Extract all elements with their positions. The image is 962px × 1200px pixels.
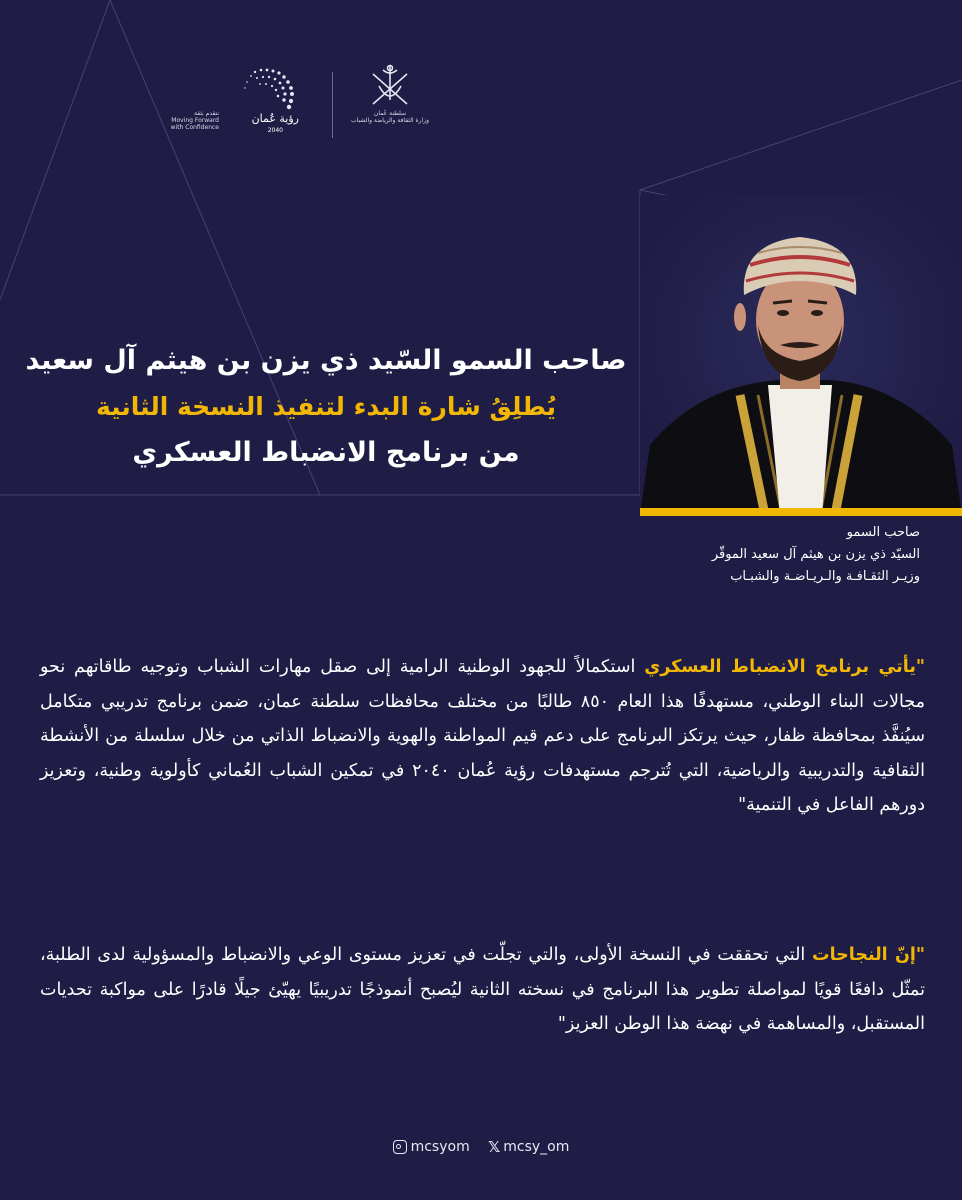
quote-paragraph-1 bbox=[40, 650, 925, 823]
x-handle[interactable]: 𝕏 mcsy_om bbox=[488, 1138, 570, 1156]
portrait-photo bbox=[640, 195, 962, 515]
headline bbox=[20, 338, 632, 476]
oman-vision-2040-logo bbox=[195, 60, 315, 150]
instagram-handle[interactable]: mcsyom bbox=[393, 1139, 470, 1155]
caption-title: صاحب السمو bbox=[846, 525, 920, 540]
x-icon: 𝕏 bbox=[488, 1138, 501, 1156]
headline-line2: يُطلِقُ شارة البدء لتنفيذ النسخة الثانية bbox=[95, 392, 557, 421]
paragraph-2-highlight: "إنّ النجاحات bbox=[812, 945, 926, 965]
caption-role: وزيـر الثقـافـة والـريـاضـة والشبـاب bbox=[730, 569, 920, 584]
header-logos bbox=[170, 60, 435, 150]
paragraph-1-text: استكمالاً للجهود الوطنية الرامية إلى صقل مهارات الشباب وتوجيه طاقاتهم نحو مجالات البناء الوطني، مستهدفًا هذا العام ٨٥٠ طالبًا من مختلف محافظات سلطنة عمان، ضمن برنامج تدريبي متكامل سيُنفَّذ بمحافظة ظفار، حيث يرتكز البرنامج على دعم قيم المواطنة والهوية والانضباط الذاتي من خلال سلسلة من الأنشطة الثقافية والتدريبية والرياضية، التي تُترجم مستهدفات رؤية عُمان ٢٠٤٠ في تمكين الشباب العُماني كأولوية وطنية، وتعزيز دورهم الفاعل في التنمية" bbox=[40, 657, 925, 815]
paragraph-1-highlight: "يأتي برنامج الانضباط العسكري bbox=[644, 657, 926, 677]
headline-line1: صاحب السمو السّيد ذي يزن بن هيثم آل سعيد bbox=[25, 345, 627, 376]
logo-divider bbox=[332, 72, 333, 138]
vision-tagline: نتقدم بثقة Moving Forward with Confidence bbox=[170, 110, 219, 131]
caption-name: السيّد ذي يزن بن هيثم آل سعيد الموقّر bbox=[711, 547, 920, 562]
portrait-accent-bar bbox=[640, 508, 962, 516]
instagram-icon bbox=[393, 1140, 407, 1154]
portrait-caption bbox=[620, 522, 920, 588]
ministry-name: سلطنة عُمان وزارة الثقافة والرياضة والشباب bbox=[350, 110, 430, 124]
quote-paragraph-2 bbox=[40, 938, 925, 1042]
svg-text:2040: 2040 bbox=[267, 127, 283, 134]
oman-emblem-logo bbox=[345, 60, 435, 150]
paragraph-2-text: التي تحققت في النسخة الأولى، والتي تجلّت في تعزيز مستوى الوعي والانضباط والمسؤولية لدى الطلبة، تمثّل دافعًا قويًا لمواصلة تطوير هذا البرنامج في نسخته الثانية ليُصبح أنموذجًا تدريبيًا يهيّئ جيلًا قادرًا على مواكبة تحديات المستقبل، والمساهمة في نهضة هذا الوطن العزيز" bbox=[40, 945, 925, 1034]
social-handles bbox=[0, 1138, 962, 1156]
svg-text:رؤية عُمان: رؤية عُمان bbox=[251, 112, 299, 125]
headline-line3: من برنامج الانضباط العسكري bbox=[132, 437, 520, 468]
